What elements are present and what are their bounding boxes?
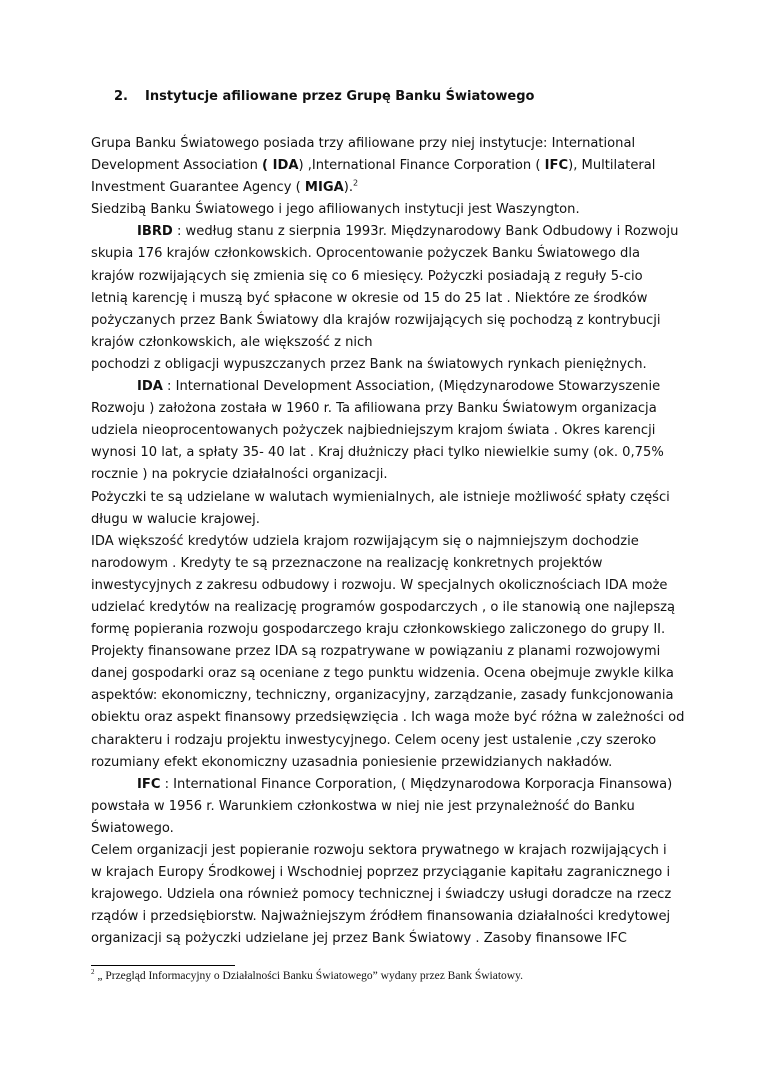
text-line: Investment Guarantee Agency ( MIGA).$^2$ xyxy=(91,178,359,196)
text-line: inwestycyjnych z zakresu odbudowy i rozwoju. W specjalnych okolicznościach IDA może xyxy=(91,577,668,593)
footnote xyxy=(91,970,523,982)
footnote-marker: 2 xyxy=(91,968,95,977)
text-line: krajowego. Udziela ona również pomocy technicznej i świadczy usługi doradcze na rzecz xyxy=(91,887,672,903)
miga-abbr: MIGA xyxy=(304,180,344,196)
section-number: 2. xyxy=(114,89,128,104)
text-line: pochodzi z obligacji wypuszczanych przez Bank na światowych rynkach pieniężnych. xyxy=(91,356,647,372)
text-line: długu w walucie krajowej. xyxy=(91,511,260,527)
footnote-ref: 2 xyxy=(353,178,359,188)
text-line: Siedzibą Banku Światowego i jego afiliowanych instytucji jest Waszyngton. xyxy=(91,202,580,218)
footnote-text: „ Przegląd Informacyjny o Działalności Banku Światowego” wydany przez Bank Światowy. xyxy=(94,970,523,982)
section-heading xyxy=(114,89,534,104)
text-line: Celem organizacji jest popieranie rozwoju sektora prywatnego w krajach rozwijających i xyxy=(91,843,667,858)
text-line: krajów członkowskich, ale większość z nich xyxy=(91,334,373,350)
text-line: aspektów: ekonomiczny, techniczny, organizacyjny, zarządzanie, zasady funkcjonowania xyxy=(91,688,674,704)
text-line: danej gospodarki oraz są oceniane z tego punktu widzenia. Ocena obejmuje zwykle kilka xyxy=(91,666,674,682)
text-line: udzielać kredytów na realizację programów gospodarczych , o ile stanowią one najlepszą xyxy=(91,599,676,615)
text-line: skupia 176 krajów członkowskich. Oprocentowanie pożyczek Banku Światowego dla xyxy=(91,246,641,262)
text-line: wynosi 10 lat, a spłaty 35- 40 lat . Kraj dłużniczy płaci tylko niewielkie sumy (ok. 0,75% xyxy=(91,445,664,461)
text-line: formę popierania rozwoju gospodarczego kraju członkowskiego zaliczonego do grupy II. xyxy=(91,622,666,638)
text-line: powstała w 1956 r. Warunkiem członkostwa w niej nie jest przynależność do Banku xyxy=(91,798,635,814)
ifc-paragraph-start: IFC : International Finance Corporation, ( Międzynarodowa Korporacja Finansowa) xyxy=(137,776,673,792)
ibrd-label: IBRD xyxy=(137,224,173,240)
text-line: Pożyczki te są udzielane w walutach wymienialnych, ale istnieje możliwość spłaty części xyxy=(91,489,670,505)
footnote-separator xyxy=(91,965,235,966)
text-line: narodowym . Kredyty te są przeznaczone na realizację konkretnych projektów xyxy=(91,555,603,571)
text-line: letnią karencję i muszą być spłacone w okresie od 15 do 25 lat . Niektóre ze środków xyxy=(91,290,648,306)
text-line: IDA większość kredytów udziela krajom rozwijającym się o najmniejszym dochodzie xyxy=(91,533,639,549)
ida-paragraph-start: IDA : International Development Association, (Międzynarodowe Stowarzyszenie xyxy=(137,379,661,395)
text-line: obiektu oraz aspekt finansowy przedsięwzięcia . Ich waga może być różna w zależności od xyxy=(91,710,685,726)
text-line: organizacji są pożyczki udzielane jej przez Bank Światowy . Zasoby finansowe IFC xyxy=(91,931,627,947)
ida-abbr: ( IDA xyxy=(262,158,299,174)
text-line: Grupa Banku Światowego posiada trzy afiliowane przy niej instytucje: International xyxy=(91,136,636,151)
ida-label: IDA xyxy=(137,379,163,395)
text-line: udziela nieoprocentowanych pożyczek najbiedniejszym krajom świata . Okres karencji xyxy=(91,423,656,439)
text-line: rocznie ) na pokrycie działalności organizacji. xyxy=(91,467,388,483)
text-line: krajów rozwijających się zmienia się co 6 miesięcy. Pożyczki posiadają z reguły 5-cio xyxy=(91,268,643,284)
text-line: Światowego. xyxy=(91,820,174,836)
section-title: Instytucje afiliowane przez Grupę Banku Światowego xyxy=(145,89,535,104)
text-line: Rozwoju ) założona została w 1960 r. Ta afiliowana przy Banku Światowym organizacja xyxy=(91,401,657,417)
body-text xyxy=(91,133,685,950)
text-line: w krajach Europy Środkowej i Wschodniej poprzez przyciąganie kapitału zagranicznego i xyxy=(91,865,671,881)
text-line: rządów i przedsiębiorstw. Najważniejszym źródłem finansowania działalności kredytowej xyxy=(91,909,671,925)
text-line: rozumiany efekt ekonomiczny uzasadnia poniesienie przewidzianych nakładów. xyxy=(91,754,613,770)
ibrd-paragraph-start: IBRD : według stanu z sierpnia 1993r. Międzynarodowy Bank Odbudowy i Rozwoju xyxy=(137,224,679,240)
text-line: pożyczanych przez Bank Światowy dla krajów rozwijających się pochodzą z kontrybucji xyxy=(91,312,661,328)
ifc-label: IFC xyxy=(137,776,161,792)
text-line: Development Association ( IDA) ,International Finance Corporation ( IFC), Multilateral xyxy=(91,158,656,174)
text-line: Projekty finansowane przez IDA są rozpatrywane w powiązaniu z planami rozwojowymi xyxy=(91,644,661,660)
text-line: charakteru i rodzaju projektu inwestycyjnego. Celem oceny jest ustalenie ,czy szeroko xyxy=(91,732,657,748)
ifc-abbr: IFC xyxy=(544,158,569,174)
